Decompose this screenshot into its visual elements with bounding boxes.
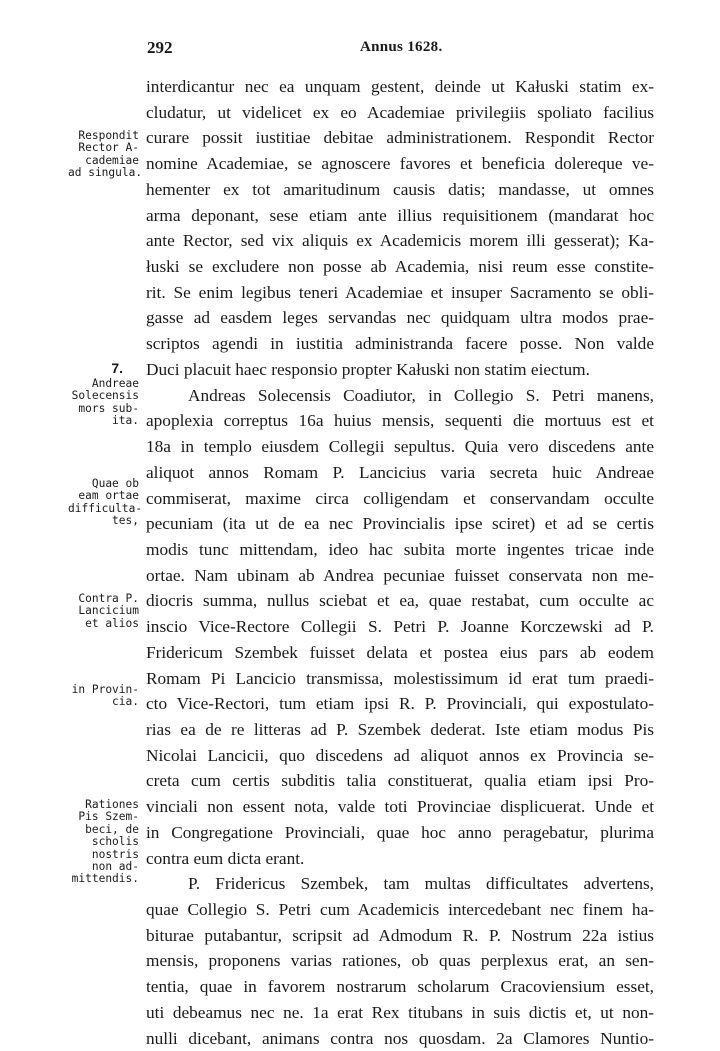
margin-note-line: Respondit	[78, 129, 139, 142]
body-line: nulli dicebant, animans contra nos quosdam. 2a Clamores Nuntio-	[146, 1028, 654, 1048]
body-line: in Congregatione Provinciali, quae hoc anno peragebatur, plurima	[146, 822, 654, 842]
margin-note-line: mittendis.	[71, 872, 139, 886]
margin-note-line: et alios	[85, 616, 139, 630]
margin-note-line: mors sub-	[78, 401, 139, 415]
margin-note-line: Pis Szem-	[78, 810, 139, 824]
margin-note-line: ita.	[112, 414, 139, 428]
body-line: ortae. Nam ubinam ab Andrea pecuniae fuisset conservata non me-	[146, 565, 654, 585]
margin-note-line: scholis	[91, 835, 139, 849]
margin-note-contra	[68, 593, 139, 630]
body-line: łuski se excludere non posse ab Academia, nisi reum esse constite-	[146, 257, 654, 277]
margin-note-line: cademiae	[85, 153, 139, 167]
body-line: P. Fridericus Szembek, tam multas difficultates advertens,	[188, 874, 654, 894]
body-line: arma deponant, sese etiam ante illius requisitionem (mandarat hoc	[146, 205, 654, 225]
body-line: modis tunc mittendam, ideo hac subita morte ingentes tricae inde	[146, 539, 654, 559]
body-line: Duci placuit haec responsio propter Kałuski non statim eiectum.	[146, 359, 590, 379]
margin-note-in-provincia	[68, 684, 139, 709]
body-line: cto Vice-Rectori, tum etiam ipsi R. P. Provinciali, qui expostulato-	[146, 694, 654, 714]
margin-note-line: tes,	[112, 514, 139, 528]
body-line: uti debeamus nec ne. 1a erat Rex titubans in suis dictis et, ut non-	[146, 1002, 654, 1022]
body-text	[146, 74, 654, 1051]
margin-note-line: nostris	[91, 847, 139, 861]
margin-note-line: Quae ob	[91, 477, 139, 490]
body-line: curare possit iustitiae debitae administrationem. Respondit Rector	[146, 128, 654, 148]
body-line: vinciali non essent nota, valde toti Provinciae displicuerat. Unde et	[146, 797, 654, 817]
margin-note-line: Rationes	[85, 798, 139, 811]
body-line: rias ea de re litteras ad P. Szembek dederat. Iste etiam modus Pis	[146, 719, 654, 739]
body-line: creta cum certis subditis talia constituerat, qualia etiam ipsi Pro-	[146, 771, 654, 791]
margin-note-line: non ad-	[91, 860, 139, 874]
body-line: aliquot annos Romam P. Lancicius varia secreta huic Andreae	[146, 462, 654, 482]
body-line: contra eum dicta erant.	[146, 848, 305, 868]
body-line: rit. Se enim legibus teneri Academiae et insuper Sacramento se obli-	[146, 282, 654, 302]
body-line: pecuniam (ita ut de ea nec Provincialis ipse sciret) et ad se certis	[146, 514, 654, 534]
margin-note-line: Solecensis	[71, 389, 139, 403]
margin-note-respondit	[68, 129, 143, 180]
margin-note-rationes	[68, 799, 139, 886]
body-line: nomine Academiae, se agnoscere favores et beneficia dolereque ve-	[146, 154, 654, 174]
margin-note-quae-ob	[68, 477, 143, 528]
margin-note-line: beci, de	[85, 822, 139, 836]
margin-note-andreae	[68, 378, 139, 428]
margin-note-line: difficulta-	[68, 501, 143, 515]
body-line: biturae putabantur, scripsit ad Admodum R. P. Nostrum 22a istius	[146, 925, 654, 945]
body-line: cludatur, ut videlicet ex eo Academiae privilegiis spoliato facilius	[146, 102, 654, 122]
body-line: diocris summa, nullus sciebat et ea, quae restabat, cum occulte ac	[146, 591, 654, 611]
body-line: tentia, quae in favorem nostrarum scholarum Cracoviensium esset,	[146, 977, 654, 997]
body-line: Romam Pi Lancicio transmissa, molestissimum id erat tum praedi-	[146, 668, 654, 688]
margin-note-line: cia.	[112, 695, 139, 709]
margin-note-line: Andreae	[91, 377, 139, 390]
body-line: Fridericum Szembek fuisset delata et postea eius pars ab eodem	[146, 642, 654, 662]
running-head: Annus 1628.	[360, 39, 443, 55]
body-line: scriptos agendi in iustitia administranda facere posse. Non valde	[146, 334, 654, 354]
margin-note-line: Rector A-	[78, 141, 139, 155]
body-line: commiserat, maxime circa colligendam et conservandam occulte	[146, 488, 654, 508]
margin-note-line: eam ortae	[78, 489, 139, 503]
page-number: 292	[147, 38, 173, 57]
body-line: ante Rector, sed vix aliquis ex Academicis morem illi gesserat); Ka-	[146, 231, 654, 251]
margin-note-line: in Provin-	[71, 683, 139, 696]
margin-note-line: Contra P.	[78, 592, 139, 605]
body-line: apoplexia correptus 16a huius mensis, sequenti die mortuus est et	[146, 411, 654, 431]
section-number: 7.	[111, 360, 123, 376]
body-line: gasse ad easdem leges servandas nec quidquam ultra modos prae-	[146, 308, 654, 328]
body-line: Nicolai Lancicii, quo discedens ad aliquot annos ex Provincia se-	[146, 745, 654, 765]
body-line: quae Collegio S. Petri cum Academicis intercedebant nec finem ha-	[146, 900, 654, 919]
page-header	[0, 38, 720, 62]
body-line: hementer ex tot amaritudinum causis datis; mandasse, ut omnes	[146, 179, 654, 199]
margin-note-line: Lancicium	[78, 604, 139, 618]
body-line: Andreas Solecensis Coadiutor, in Collegio S. Petri manens,	[188, 385, 654, 405]
body-line: interdicantur nec ea unquam gestent, deinde ut Kałuski statim ex-	[146, 77, 654, 96]
margin-note-line: ad singula.	[68, 166, 143, 180]
body-line: inscio Vice-Rectore Collegii S. Petri P. Joanne Korczewski ad P.	[146, 617, 654, 637]
body-line: 18a in templo eiusdem Collegii sepultus. Quia vero discedens ante	[146, 437, 654, 457]
body-line: mensis, proponens varias rationes, ob quas perplexus erat, an sen-	[146, 951, 654, 971]
